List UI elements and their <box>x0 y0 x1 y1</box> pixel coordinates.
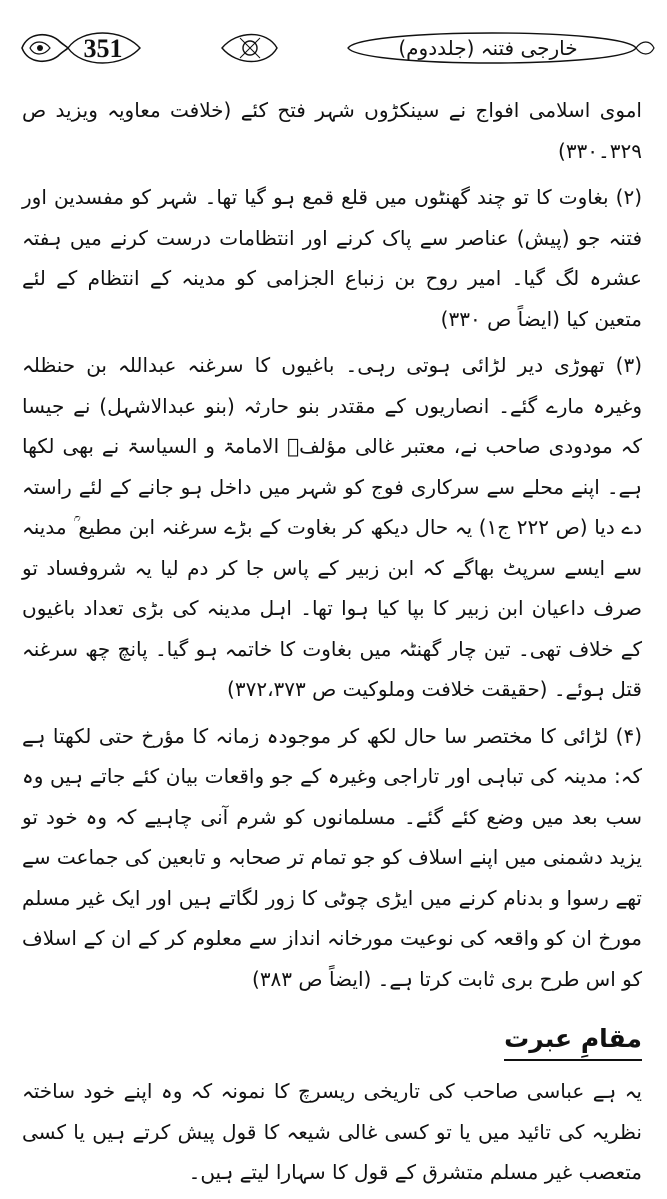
running-title: خارجی فتنہ (جلددوم) <box>398 36 578 60</box>
page-body <box>22 90 642 1199</box>
page-header <box>18 22 648 74</box>
paragraph: (۴) لڑائی کا مختصر سا حال لکھ کر موجودہ زمانہ کا مؤرخ حتی لکھتا ہے کہ: مدینہ کی تباہی اور تاراجی وغیرہ کے جو واقعات بیان کئے جاتے ہیں وہ سب بعد میں وضع کئے گئے۔ مسلمانوں کو شرم آنی چاہیے کہ وہ خود تو یزید دشمنی میں اپنے اسلاف کو جو تمام تر صحابہ و تابعین کی جماعت سے تھے رسوا و بدنام کرنے میں ایڑی چوٹی کا زور لگاتے ہیں اور ایک غیر مسلم مورخ ان کو واقعہ کی نوعیت مورخانہ انداز سے معلوم کر کے ان کے اسلاف کو اس طرح بری ثابت کرتا ہے۔ (ایضاً ص ۳۸۳) <box>22 723 642 991</box>
section-heading: مقامِ عبرت <box>504 1019 642 1061</box>
paragraph: (۲) بغاوت کا تو چند گھنٹوں میں قلع قمع ہو گیا تھا۔ شہر کو مفسدین اور فتنہ جو (پیش) عناصر سے پاک کرنے اور انتظامات درست کرنے میں ہفتہ عشرہ لگ گیا۔ امیر روح بن زنباع الجزامی کو مدینہ کے انتظام کے لئے متعین کیا (ایضاً ص ۳۳۰) <box>22 185 642 331</box>
paragraph: اموی اسلامی افواج نے سینکڑوں شہر فتح کئے (خلافت معاویہ ویزید ص ۳۲۹۔۳۳۰) <box>22 98 642 163</box>
paragraph: (۳) تھوڑی دیر لڑائی ہوتی رہی۔ باغیوں کا سرغنہ عبداللہ بن حنظلہ وغیرہ مارے گئے۔ انصاریوں کے مقتدر بنو حارثہ (بنو عبدالاشہل) نے جیسا کہ مودودی صاحب نے، معتبر غالی مؤلفؒ الامامۃ و السیاسۃ نے بھی لکھا ہے۔ اپنے محلے سے سرکاری فوج کو شہر میں داخل ہو جانے کے لئے راستہ دے دیا (ص ۲۲۲ ج۱) یہ حال دیکھ کر بغاوت کے بڑے سرغنہ ابن مطیع ؒ مدینہ سے ایسے سرپٹ بھاگے کہ ابن زبیر کے پاس جا کر دم لیا یہ شروفساد تو صرف داعیان ابن زبیر کا بپا کیا ہوا تھا۔ اہل مدینہ کی بڑی تعداد باغیوں کے خلاف تھی۔ تین چار گھنٹہ میں بغاوت کا خاتمہ ہو گیا۔ پانچ چھ سرغنہ قتل ہوئے۔ (حقیقت خلافت وملوکیت ص ۳۷۲،۳۷۳) <box>22 353 642 701</box>
section-paragraph: یہ ہے عباسی صاحب کی تاریخی ریسرچ کا نمونہ کہ وہ اپنے خود ساختہ نظریہ کی تائید میں یا تو کسی غالی شیعہ کا قول پیش کرتے ہیں یا کسی متعصب غیر مسلم متشرق کے قول کا سہارا لیتے ہیں۔ <box>22 1079 642 1184</box>
page-number: 351 <box>83 34 123 63</box>
